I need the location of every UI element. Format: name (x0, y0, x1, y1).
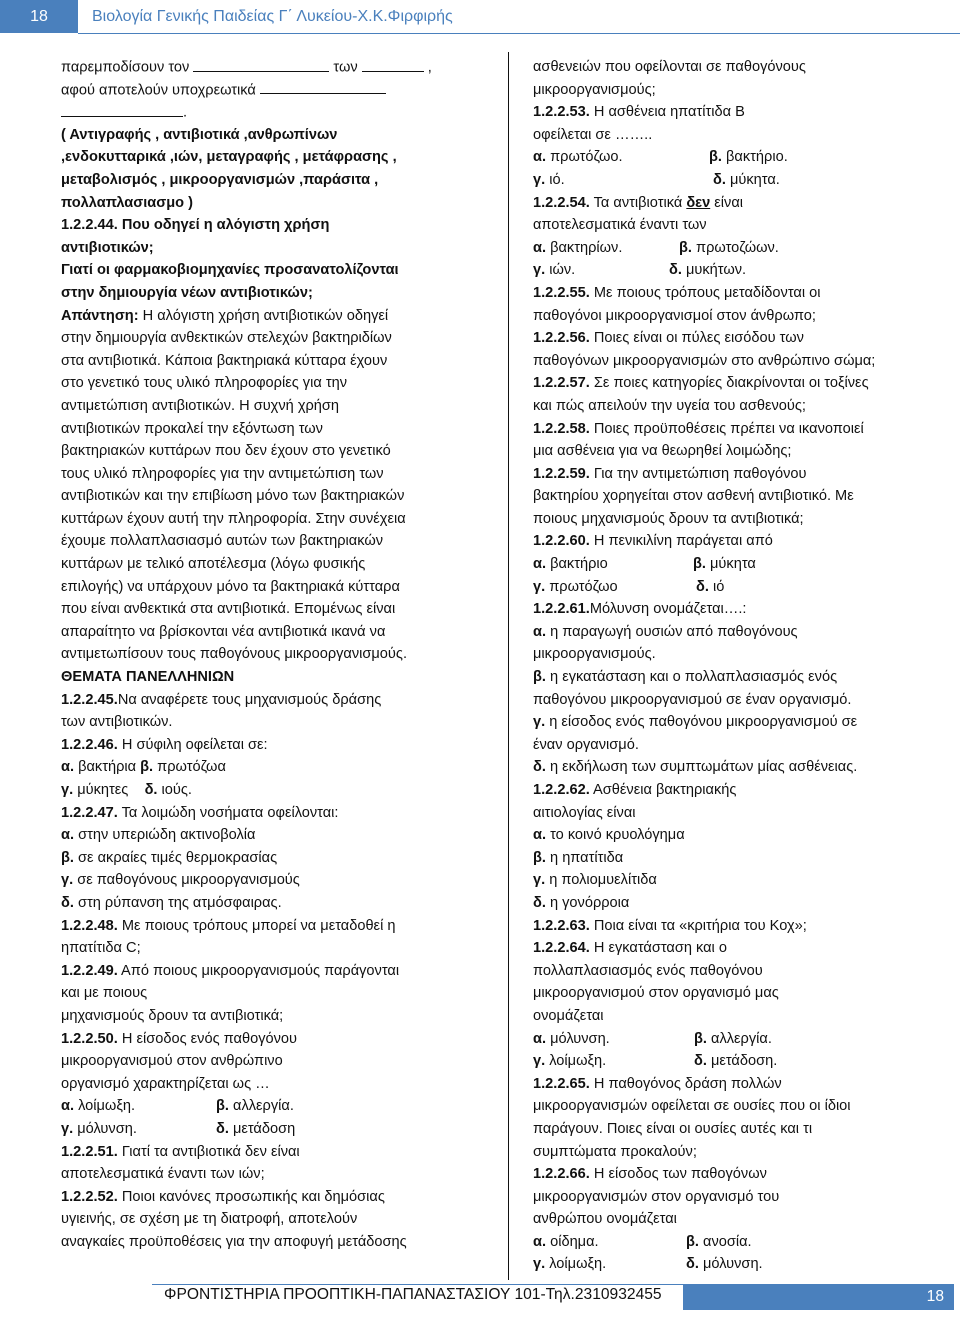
option-text: οίδημα. (546, 1233, 599, 1250)
option-label: β. (533, 849, 546, 866)
answer-line: αντιβιοτικών προκαλεί την εξόντωση των (61, 420, 323, 437)
question-47 (61, 802, 491, 825)
question-number: 1.2.2.59. (533, 465, 590, 482)
question-text: Με ποιους τρόπους μπορεί να μεταδοθεί η (117, 917, 396, 934)
question-number: 1.2.2.49. (61, 962, 118, 979)
fill-in-line-1 (61, 56, 491, 79)
option (61, 847, 491, 870)
option-text: βακτηρίων. (546, 239, 623, 256)
question-number: 1.2.2.64. (533, 940, 590, 957)
option (533, 892, 945, 915)
footer-text: ΦΡΟΝΤΙΣΤΗΡΙΑ ΠΡΟΟΠΤΙΚΗ-ΠΑΠΑΝΑΣΤΑΣΙΟΥ 101-Τηλ.2310932455 (164, 1286, 662, 1303)
option-label: β. (694, 1030, 707, 1047)
question-text: υγιεινής, σε σχέση με τη διατροφή, αποτελούν (61, 1211, 358, 1228)
options-row (533, 576, 945, 599)
options-row (61, 779, 491, 802)
question-text: Ποιες προϋποθέσεις πρέπει να ικανοποιεί (589, 420, 864, 437)
question-62 (533, 779, 945, 802)
options-row (533, 1028, 945, 1051)
fill-in-line-3 (61, 101, 491, 124)
question-48 (61, 915, 491, 938)
question-text: Ποια είναι τα «κριτήρια του Κοχ»; (589, 917, 807, 934)
text: των (333, 59, 358, 76)
option-label: α. (533, 1233, 547, 1250)
option-label: β. (693, 556, 706, 573)
option (533, 711, 945, 734)
header-title: Βιολογία Γενικής Παιδείας Γ΄ Λυκείου-Χ.Κ.Φιρφιρής (92, 8, 453, 25)
answer-line (61, 305, 491, 328)
question-number: 1.2.2.57. (533, 375, 590, 392)
option-label: δ. (694, 1053, 707, 1070)
option-label: α. (533, 827, 547, 844)
question-text: Η ασθένεια ηπατίτιδα Β (589, 104, 745, 121)
option-text: μόλυνση. (73, 1120, 137, 1137)
option-text: έναν οργανισμό. (533, 736, 639, 753)
option (533, 847, 945, 870)
option-text: πρωτόζωα (153, 759, 226, 776)
options-row (533, 237, 945, 260)
question-59 (533, 463, 945, 486)
hint-line: μεταβολισμός , μικροοργανισμών ,παράσιτα , (61, 171, 379, 188)
question-text: οφείλεται σε …….. (533, 126, 653, 143)
option-text: λοίμωξη. (74, 1098, 136, 1115)
answer-line: βακτηριακών κυττάρων που δεν έχουν στο γενετικό (61, 443, 391, 460)
option-text: μόλυνση. (698, 1256, 763, 1273)
option-text: πρωτόζωο. (546, 149, 623, 166)
hint-line: πολλαπλασιασμο ) (61, 194, 193, 211)
option-label: γ. (61, 1120, 74, 1137)
question-text: Με ποιους τρόπους μεταδίδονται οι (589, 284, 821, 301)
options-row (533, 1231, 945, 1254)
question-58 (533, 418, 945, 441)
header-rule (78, 33, 960, 34)
answer-line: αντιβιοτικών και την επιβίωση μόνο των βακτηριακών (61, 488, 405, 505)
blank-field (193, 56, 329, 72)
option-text: η ηπατίτιδα (545, 849, 624, 866)
options-row (533, 259, 945, 282)
option-label: α. (533, 239, 547, 256)
option-label: δ. (696, 578, 709, 595)
option-label: β. (533, 669, 546, 686)
options-row (61, 1095, 491, 1118)
answer-line: κυττάρων έχουν αυτή την πληροφορία. Στην συνέχεια (61, 510, 406, 527)
option-label: γ. (533, 1256, 546, 1273)
option-label: α. (533, 1030, 547, 1047)
option-text: βακτήριο (546, 556, 608, 573)
option-text: λοίμωξη. (545, 1053, 607, 1070)
question-number: 1.2.2.52. (61, 1188, 118, 1205)
option-text: η παραγωγή ουσιών από παθογόνους (546, 623, 798, 640)
answer-line: που είναι ανθεκτικά στα αντιβιοτικά. Επομένως είναι (61, 601, 396, 618)
question-text: αποτελεσματικά έναντι των (533, 217, 707, 234)
question-text: μηχανισμούς δρουν τα αντιβιοτικά; (61, 1007, 284, 1024)
question-number: 1.2.2.55. (533, 284, 590, 301)
option-text: η πολιομυελίτιδα (545, 872, 657, 889)
answer-line: απαραίτητο να βρίσκονται νέα αντιβιοτικά ικανά να (61, 623, 386, 640)
question-number: 1.2.2.56. (533, 330, 590, 347)
answer-label: Απάντηση: (61, 307, 139, 324)
option-text: βακτήριο. (721, 149, 788, 166)
option-text: ιό. (545, 171, 565, 188)
question-53 (533, 101, 945, 124)
question-number: 1.2.2.46. (61, 736, 118, 753)
option-text: μόλυνση. (546, 1030, 610, 1047)
footer-page-number: 18 (683, 1284, 954, 1310)
text: παρεμποδίσουν τον (61, 59, 190, 76)
question-text: Η είσοδος ενός παθογόνου (117, 1030, 298, 1047)
question-text: μικροοργανισμού στον ανθρώπινο (61, 1053, 283, 1070)
column-divider (508, 52, 509, 1280)
question-64 (533, 937, 945, 960)
question-44: 1.2.2.44. Που οδηγεί η αλόγιστη χρήση (61, 217, 330, 234)
question-text: οργανισμό χαρακτηρίζεται ως … (61, 1075, 270, 1092)
option-label: α. (61, 827, 75, 844)
option-label: δ. (61, 894, 74, 911)
answer-line: στο γενετικό τους υλικό πληροφορίες για την (61, 375, 348, 392)
hint-line: ,ενδοκυτταρικά ,ιών, μεταγραφής , μετάφρασης , (61, 149, 397, 166)
question-text: Η παθογόνος δράση πολλών (589, 1075, 782, 1092)
question-text: στην δημιουργία νέων αντιβιοτικών; (61, 284, 313, 301)
question-49 (61, 960, 491, 983)
page-footer (0, 1284, 960, 1317)
option-text: η εκδήλωση των συμπτωμάτων μίας ασθένειας. (545, 759, 858, 776)
question-number: 1.2.2.58. (533, 420, 590, 437)
options-row (533, 553, 945, 576)
emphasis-text: δεν (686, 194, 711, 211)
question-text: των αντιβιοτικών. (61, 714, 173, 731)
question-number: 1.2.2.47. (61, 804, 118, 821)
option-label: β. (216, 1098, 229, 1115)
option-text: η εγκατάσταση και ο πολλαπλασιασμός ενός (545, 669, 838, 686)
option-label: β. (61, 849, 74, 866)
page-header (0, 0, 960, 33)
question-number: 1.2.2.48. (61, 917, 118, 934)
question-number: 1.2.2.66. (533, 1166, 590, 1183)
question-66 (533, 1163, 945, 1186)
option-text: το κοινό κρυολόγημα (546, 827, 685, 844)
question-text: αποτελεσματικά έναντι των ιών; (61, 1166, 265, 1183)
question-number: 1.2.2.61. (533, 601, 590, 618)
option-text: πρωτοζώων. (691, 239, 779, 256)
option-label: γ. (533, 171, 546, 188)
question-text: και πώς απειλούν την υγεία του ασθενούς; (533, 397, 806, 414)
option (61, 892, 491, 915)
option-label: α. (533, 556, 547, 573)
option (533, 824, 945, 847)
answer-line: έχουμε πολλαπλασιασμό αυτών των βακτηριακών (61, 533, 384, 550)
answer-line: αντιμετωπίσουν τους παθογόνους μικροοργανισμούς. (61, 646, 407, 663)
options-row (61, 1118, 491, 1141)
left-column (61, 56, 491, 1253)
question-text: μικροοργανισμών στον οργανισμό του (533, 1188, 780, 1205)
question-57 (533, 372, 945, 395)
option (533, 756, 945, 779)
option-text: αλλεργία. (228, 1098, 294, 1115)
question-text: αντιβιοτικών; (61, 239, 154, 256)
option-label: γ. (61, 872, 74, 889)
option-label: β. (679, 239, 692, 256)
option-label: α. (61, 1098, 75, 1115)
text: . (183, 104, 188, 121)
question-text: Ποιες είναι οι πύλες εισόδου των (589, 330, 804, 347)
question-number: 1.2.2.53. (533, 104, 590, 121)
question-text: Τα λοιμώδη νοσήματα οφείλονται: (117, 804, 339, 821)
option-label: γ. (61, 782, 74, 798)
answer-line: αντιμετώπιση αντιβιοτικών. Η συχνή χρήση (61, 397, 340, 414)
question-text: Γιατί τα αντιβιοτικά δεν είναι (117, 1143, 300, 1160)
option-text: σε ακραίες τιμές θερμοκρασίας (73, 849, 278, 866)
question-number: 1.2.2.45. (61, 691, 118, 708)
question-54 (533, 192, 945, 215)
option-label: δ. (669, 262, 682, 279)
option-text: λοίμωξη. (545, 1256, 607, 1273)
text: , (427, 59, 432, 76)
question-56 (533, 327, 945, 350)
question-text: πολλαπλασιασμός ενός παθογόνου (533, 962, 763, 979)
answer-line: στην δημιουργία ανθεκτικών στελεχών βακτηριδίων (61, 330, 392, 347)
question-text: παράγουν. Ποιες είναι οι ουσίες αυτές και τι (533, 1120, 813, 1137)
answer-text: Η αλόγιστη χρήση αντιβιοτικών οδηγεί (138, 307, 389, 324)
question-text: Η πενικιλίνη παράγεται από (589, 533, 773, 550)
option (533, 666, 945, 689)
right-column (533, 56, 945, 1276)
question-text: Τα αντιβιοτικά (589, 194, 687, 211)
question-number: 1.2.2.50. (61, 1030, 118, 1047)
options-row (533, 146, 945, 169)
question-55 (533, 282, 945, 305)
answer-line: επιλογής) να υπάρχουν μόνο τα βακτηριακά κύτταρα (61, 578, 400, 595)
question-63 (533, 915, 945, 938)
question-text: αιτιολογίας είναι (533, 804, 636, 821)
question-text: Σε ποιες κατηγορίες διακρίνονται οι τοξίνες (589, 375, 869, 392)
option-text: ιούς. (157, 782, 192, 798)
question-number: 1.2.2.54. (533, 194, 590, 211)
question-text: μια ασθένεια για να θεωρηθεί λοιμώδης; (533, 443, 792, 460)
options-row (533, 1050, 945, 1073)
section-heading: ΘΕΜΑΤΑ ΠΑΝΕΛΛΗΝΙΩΝ (61, 669, 235, 686)
question-number: 1.2.2.63. (533, 917, 590, 934)
question-text: συμπτώματα προκαλούν; (533, 1143, 697, 1160)
question-text: ηπατίτιδα C; (61, 940, 141, 957)
question-text: ποιους μηχανισμούς δρουν τα αντιβιοτικά; (533, 510, 804, 527)
blank-field (362, 56, 424, 72)
option-text: μύκητα (705, 556, 756, 573)
question-50 (61, 1028, 491, 1051)
question-45 (61, 689, 491, 712)
option-label: γ. (533, 262, 546, 279)
option-text: η είσοδος ενός παθογόνου μικροοργανισμού σε (545, 714, 858, 731)
question-text: αναγκαίες προϋποθέσεις για την αποφυγή μετάδοσης (61, 1233, 407, 1250)
option-label: β. (686, 1233, 699, 1250)
option-label: δ. (533, 759, 546, 776)
blank-field (61, 101, 183, 117)
option-label: δ. (713, 171, 726, 188)
question-number: 1.2.2.62. (533, 782, 590, 798)
option-text: στη ρύπανση της ατμόσφαιρας. (73, 894, 282, 911)
options-row (533, 1253, 945, 1276)
question-number: 1.2.2.65. (533, 1075, 590, 1092)
fill-in-line-2 (61, 79, 491, 102)
option-text: ανοσία. (698, 1233, 752, 1250)
question-text: Η είσοδος των παθογόνων (589, 1166, 767, 1183)
text: αφού αποτελούν υποχρεωτικά (61, 82, 256, 99)
question-text: Η σύφιλη οφείλεται σε: (117, 736, 268, 753)
question-text: είναι (710, 194, 743, 211)
option-label: α. (533, 149, 547, 166)
option-label: γ. (533, 714, 546, 731)
option (533, 621, 945, 644)
question-text: Μόλυνση ονομάζεται….: (589, 601, 747, 618)
question-65 (533, 1073, 945, 1096)
option-label: α. (533, 623, 547, 640)
option-text: μυκήτων. (681, 262, 747, 279)
option (61, 869, 491, 892)
option-text: μύκητα. (725, 171, 780, 188)
option-text: βακτήρια (74, 759, 141, 776)
option-label: γ. (533, 872, 546, 889)
option-text: ιών. (545, 262, 576, 279)
question-text: Η εγκατάσταση και ο (589, 940, 727, 957)
question-text: ονομάζεται (533, 1007, 604, 1024)
option-label: δ. (533, 894, 546, 911)
question-text: Ποιοι κανόνες προσωπικής και δημόσιας (117, 1188, 385, 1205)
option-text: παθογόνου μικροοργανισμού σε έναν οργανισμό. (533, 691, 852, 708)
options-row (61, 756, 491, 779)
option (533, 869, 945, 892)
option (61, 824, 491, 847)
question-text: μικροοργανισμού στον οργανισμό μας (533, 985, 779, 1002)
option-text: μικροοργανισμούς. (533, 646, 656, 663)
answer-line: στα αντιβιοτικά. Κάποια βακτηριακά κύτταρα έχουν (61, 352, 388, 369)
option-text: μετάδοση (228, 1120, 296, 1137)
option-label: δ. (144, 782, 158, 798)
option-text: μύκητες (73, 782, 133, 798)
question-61 (533, 598, 945, 621)
question-text: Από ποιους μικροοργανισμούς παράγονται (117, 962, 400, 979)
option-label: δ. (216, 1120, 229, 1137)
question-text: μικροοργανισμούς; (533, 81, 656, 98)
question-text: Γιατί οι φαρμακοβιομηχανίες προσανατολίζονται (61, 262, 399, 279)
question-51 (61, 1141, 491, 1164)
question-text: παθογόνοι μικροοργανισμοί στον άνθρωπο; (533, 307, 816, 324)
question-52 (61, 1186, 491, 1209)
option-text: πρωτόζωο (545, 578, 618, 595)
option-text: η γονόρροια (545, 894, 630, 911)
option-label: α. (61, 759, 75, 776)
question-text: Ασθένεια βακτηριακής (589, 782, 737, 798)
answer-line: τους υλικό πληροφορίες για την αντιμετώπιση των (61, 465, 384, 482)
question-text: παθογόνων μικροοργανισμών στο ανθρώπινο σώμα; (533, 352, 876, 369)
option-text: σε παθογόνους μικροοργανισμούς (73, 872, 300, 889)
option-text: μετάδοση. (706, 1053, 778, 1070)
question-number: 1.2.2.51. (61, 1143, 118, 1160)
blank-field (260, 79, 386, 95)
option-text: αλλεργία. (706, 1030, 772, 1047)
question-46 (61, 734, 491, 757)
option-label: δ. (686, 1256, 699, 1273)
option-label: γ. (533, 1053, 546, 1070)
option-text: ιό (708, 578, 725, 595)
options-row (533, 169, 945, 192)
question-text: Να αναφέρετε τους μηχανισμούς δράσης (117, 691, 382, 708)
answer-line: κυττάρων με τελικό αποτέλεσμα (λόγω φυσικής (61, 556, 366, 573)
question-text: βακτηρίου χορηγείται στον ασθενή αντιβιοτικό. Με (533, 488, 854, 505)
question-text: Για την αντιμετώπιση παθογόνου (589, 465, 807, 482)
header-page-number: 18 (0, 0, 78, 33)
option-label: β. (709, 149, 722, 166)
option-label: β. (140, 759, 154, 776)
question-text: μικροοργανισμών οφείλεται σε ουσίες που οι ίδιοι (533, 1098, 851, 1115)
question-60 (533, 530, 945, 553)
question-text: ανθρώπου ονομάζεται (533, 1211, 677, 1228)
option-label: γ. (533, 578, 546, 595)
question-text: ασθενειών που οφείλονται σε παθογόνους (533, 59, 806, 75)
hint-line: ( Αντιγραφής , αντιβιοτικά ,ανθρωπίνων (61, 126, 338, 143)
question-number: 1.2.2.60. (533, 533, 590, 550)
option-text: στην υπεριώδη ακτινοβολία (74, 827, 256, 844)
question-text: και με ποιους (61, 985, 148, 1002)
